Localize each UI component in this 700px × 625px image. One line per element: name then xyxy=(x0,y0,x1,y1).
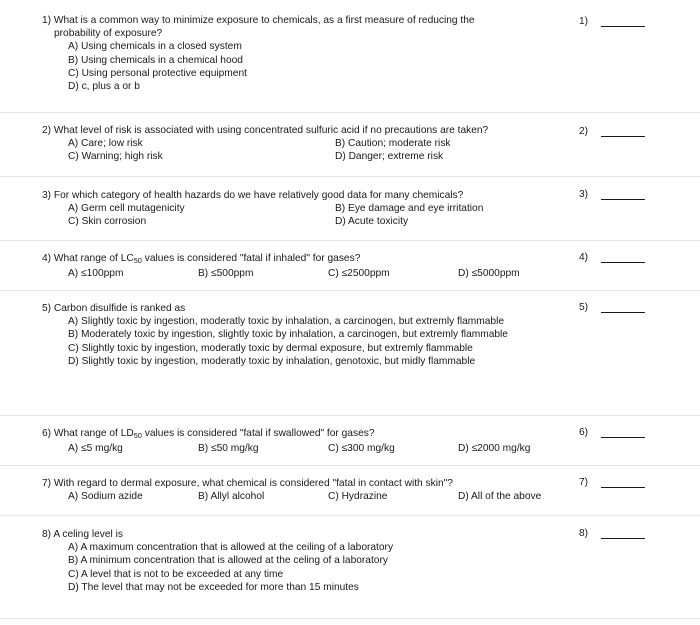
option-a[interactable]: A) Sodium azide xyxy=(68,491,143,503)
option-c[interactable]: C) ≤300 mg/kg xyxy=(328,443,395,455)
answer-blank-7[interactable] xyxy=(579,477,645,488)
option-d[interactable]: D) The level that may not be exceeded for more than 15 minutes xyxy=(68,581,359,593)
answer-number: 7) xyxy=(579,477,589,488)
option-c[interactable]: C) Skin corrosion xyxy=(68,216,147,228)
question-6 xyxy=(42,427,602,455)
option-d[interactable]: D) Acute toxicity xyxy=(335,216,409,228)
option-b[interactable]: B) Allyl alcohol xyxy=(198,491,265,503)
options xyxy=(42,442,602,455)
option-a[interactable]: A) ≤100ppm xyxy=(68,268,124,280)
option-d[interactable]: D) Slightly toxic by ingestion, moderatly toxic by inhalation, genotoxic, but midly flammable xyxy=(68,355,476,367)
option-c[interactable]: C) A level that is not to be exceeded at any time xyxy=(68,568,284,580)
question-stem xyxy=(42,14,602,40)
option-a[interactable]: A) A maximum concentration that is allowed at the ceiling of a laboratory xyxy=(68,542,394,554)
question-1 xyxy=(42,14,602,93)
answer-blank-4[interactable] xyxy=(579,252,645,263)
divider xyxy=(0,290,700,291)
options xyxy=(42,137,602,163)
answer-line[interactable] xyxy=(601,17,645,27)
answer-number: 8) xyxy=(579,528,589,539)
question-stem: 5) Carbon disulfide is ranked as xyxy=(42,303,186,314)
question-4 xyxy=(42,252,602,280)
options xyxy=(42,541,602,594)
option-c[interactable]: C) Hydrazine xyxy=(328,491,388,503)
answer-blank-8[interactable] xyxy=(579,528,645,539)
option-c[interactable]: C) Warning; high risk xyxy=(68,151,163,163)
answer-number: 2) xyxy=(579,126,589,137)
option-b[interactable]: B) ≤50 mg/kg xyxy=(198,443,259,455)
answer-blank-2[interactable] xyxy=(579,126,645,137)
option-d[interactable]: D) c, plus a or b xyxy=(68,81,140,93)
options xyxy=(42,490,602,503)
option-b[interactable]: B) A minimum concentration that is allowed at the celing of a laboratory xyxy=(68,555,388,567)
options xyxy=(42,267,602,280)
answer-line[interactable] xyxy=(601,529,645,539)
question-7 xyxy=(42,477,602,503)
divider xyxy=(0,240,700,241)
question-stem: 8) A celing level is xyxy=(42,529,123,540)
question-stem xyxy=(42,252,602,267)
answer-number: 4) xyxy=(579,252,589,263)
option-d[interactable]: D) Danger; extreme risk xyxy=(335,151,444,163)
question-stem: 7) With regard to dermal exposure, what chemical is considered "fatal in contact with skin"? xyxy=(42,478,453,489)
answer-line[interactable] xyxy=(601,303,645,313)
divider xyxy=(0,465,700,466)
option-b[interactable]: B) Caution; moderate risk xyxy=(335,138,451,150)
option-d[interactable]: D) ≤5000ppm xyxy=(458,268,520,280)
question-8 xyxy=(42,528,602,594)
answer-blank-1[interactable] xyxy=(579,16,645,27)
option-d[interactable]: D) ≤2000 mg/kg xyxy=(458,443,531,455)
stem-text: 4) What range of LC xyxy=(42,253,134,264)
question-stem: 2) What level of risk is associated with using concentrated sulfuric acid if no precautions are taken? xyxy=(42,125,489,136)
question-5 xyxy=(42,302,602,368)
stem-line: probability of exposure? xyxy=(54,28,163,40)
stem-text: values is considered "fatal if inhaled" for gases? xyxy=(141,253,361,264)
options xyxy=(42,202,602,228)
answer-blank-6[interactable] xyxy=(579,427,645,438)
answer-line[interactable] xyxy=(601,478,645,488)
divider xyxy=(0,415,700,416)
option-a[interactable]: A) Germ cell mutagenicity xyxy=(68,203,185,215)
option-b[interactable]: B) Moderately toxic by ingestion, slightly toxic by inhalation, a carcinogen, but extremly flammable xyxy=(68,329,508,341)
options xyxy=(42,315,558,368)
divider xyxy=(0,515,700,516)
answer-line[interactable] xyxy=(601,253,645,263)
answer-number: 1) xyxy=(579,16,589,27)
options xyxy=(42,40,602,93)
stem-text: 6) What range of LD xyxy=(42,428,134,439)
divider xyxy=(0,618,700,619)
question-3 xyxy=(42,189,602,229)
question-stem xyxy=(42,427,602,442)
option-b[interactable]: B) Eye damage and eye irritation xyxy=(335,203,484,215)
option-b[interactable]: B) Using chemicals in a chemical hood xyxy=(68,54,243,66)
question-2 xyxy=(42,124,602,164)
answer-number: 6) xyxy=(579,427,589,438)
option-c[interactable]: C) ≤2500ppm xyxy=(328,268,390,280)
answer-blank-3[interactable] xyxy=(579,189,645,200)
subscript: 50 xyxy=(133,431,142,440)
option-b[interactable]: B) ≤500ppm xyxy=(198,268,254,280)
answer-number: 3) xyxy=(579,189,589,200)
stem-text: values is considered "fatal if swallowed" for gases? xyxy=(141,428,375,439)
option-c[interactable]: C) Slightly toxic by ingestion, moderatly toxic by dermal exposure, but extremly flammable xyxy=(68,342,473,354)
answer-number: 5) xyxy=(579,302,589,313)
divider xyxy=(0,176,700,177)
question-stem: 3) For which category of health hazards do we have relatively good data for many chemicals? xyxy=(42,190,464,201)
option-a[interactable]: A) ≤5 mg/kg xyxy=(68,443,123,455)
subscript: 50 xyxy=(133,256,142,265)
option-d[interactable]: D) All of the above xyxy=(458,491,542,503)
option-a[interactable]: A) Using chemicals in a closed system xyxy=(68,41,242,53)
answer-line[interactable] xyxy=(601,428,645,438)
divider xyxy=(0,112,700,113)
stem-line: 1) What is a common way to minimize exposure to chemicals, as a first measure of reducing the xyxy=(42,15,475,26)
answer-blank-5[interactable] xyxy=(579,302,645,313)
answer-line[interactable] xyxy=(601,190,645,200)
option-a[interactable]: A) Care; low risk xyxy=(68,138,143,150)
option-a[interactable]: A) Slightly toxic by ingestion, moderatly toxic by inhalation, a carcinogen, but extremly flammable xyxy=(68,316,505,328)
option-c[interactable]: C) Using personal protective equipment xyxy=(68,67,247,79)
answer-line[interactable] xyxy=(601,127,645,137)
